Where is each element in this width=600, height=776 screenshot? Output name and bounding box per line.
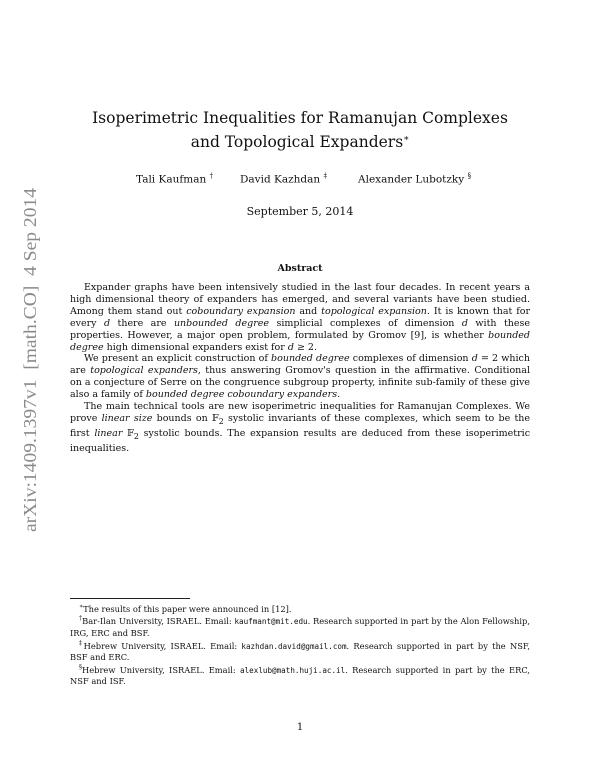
publication-date: September 5, 2014: [246, 205, 354, 218]
abstract-paragraph-1: Expander graphs have been intensively studied in the last four decades. In recent years a high dimensional theory of expanders has emerged, and several variants have been studied. Among them stand out coboundary expansion and topological expansion. It is known that for every d there are unbounded degree simplicial complexes of dimension d with these properties. However, a major open problem, formulated by Gromov [9], is whether bounded degree high dimensional expanders exist for d ≥ 2.: [70, 282, 530, 353]
author-lubotzky: [358, 172, 471, 186]
abstract-paragraph-2: We present an explicit construction of bounded degree complexes of dimension d = 2 which are topological expanders, thus answering Gromov's question in the affirmative. Conditional on a conjecture of Serre on the congruence subgroup property, infinite sub-family of these give also a family of bounded degree coboundary expanders.: [70, 353, 530, 401]
abstract-paragraph-3: The main technical tools are new isoperimetric inequalities for Ramanujan Complexes. We prove linear size bounds on 𝔽$_2$ systolic invariants of these complexes, which seem to be the first linear 𝔽$_2$ systolic bounds. The expansion results are deduced from these isoperimetric inequalities.: [70, 401, 531, 454]
page-number: 1: [296, 722, 304, 733]
author-list: [0, 172, 600, 190]
paper-title: [0, 108, 600, 153]
footnote-lubotzky: §Hebrew University, ISRAEL. Email: alexlub@math.huji.ac.il. Research supported in part by the ERC, NSF and ISF.: [70, 663, 531, 687]
author-name: Tali Kaufman: [136, 173, 207, 186]
footnotes: [70, 602, 530, 687]
email-link[interactable]: alexlub@math.huji.ac.il: [240, 665, 346, 675]
author-name: Alexander Lubotzky: [358, 173, 465, 186]
author-kaufman: [136, 172, 213, 186]
abstract-heading: Abstract: [277, 263, 323, 274]
arxiv-identifier-stamp: [3, 180, 49, 540]
title-line-1: Isoperimetric Inequalities for Ramanujan Complexes: [92, 109, 508, 127]
email-link[interactable]: kazhdan.david@gmail.com: [241, 641, 347, 651]
author-footnote-mark: ‡: [323, 172, 328, 180]
footnote-title-note: ∗The results of this paper were announced in [12].: [79, 603, 292, 614]
author-name: David Kazhdan: [240, 173, 321, 186]
author-footnote-mark: §: [467, 172, 472, 180]
title-footnote-mark: ∗: [403, 134, 410, 144]
abstract-body: [70, 282, 530, 454]
title-line-2-text: and Topological Expanders: [190, 133, 404, 152]
title-line-2: [0, 129, 600, 153]
arxiv-stamp-text: arXiv:1409.1397v1 [math.CO] 4 Sep 2014: [20, 223, 40, 532]
author-kazhdan: [240, 172, 327, 186]
email-link[interactable]: kaufmant@mit.edu: [234, 617, 308, 627]
author-footnote-mark: †: [209, 172, 214, 180]
footnote-kaufman: †Bar-Ilan University, ISRAEL. Email: kaufmant@mit.edu. Research supported in part by the Alon Fellowship, IRG, ERC and BSF.: [70, 615, 530, 638]
footnote-kazhdan: ‡Hebrew University, ISRAEL. Email: kazhdan.david@gmail.com. Research supported in part by the NSF, BSF and ERC.: [70, 639, 530, 663]
footnote-divider: [70, 598, 190, 599]
